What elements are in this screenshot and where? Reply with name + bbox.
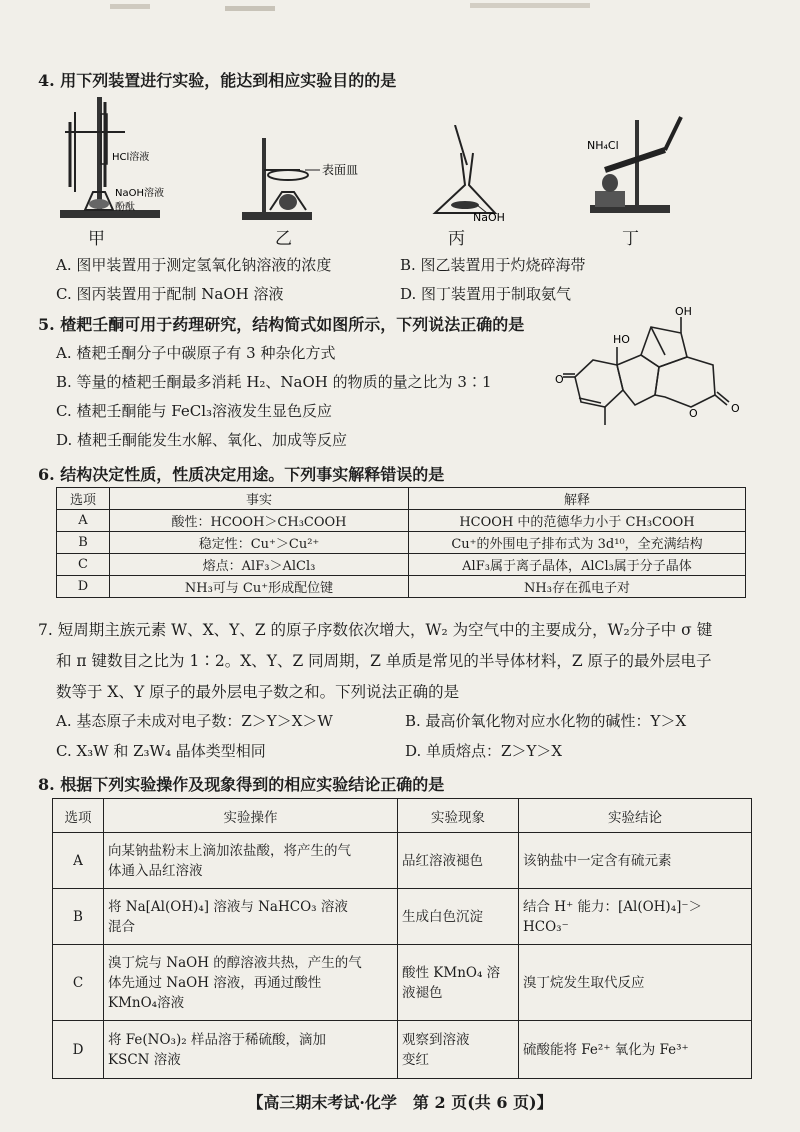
mol-label-o-1: O [555,373,564,386]
q4-option-a[interactable]: A. 图甲装置用于测定氢氧化钠溶液的浓度 [56,256,332,274]
q6-stem: 6. 结构决定性质，性质决定用途。下列事实解释错误的是 [38,465,445,484]
mol-label-oh-1: HO [613,333,630,346]
q6-cell-fact: NH₃可与 Cu⁺形成配位键 [110,576,409,598]
q6-cell-option: C [57,554,110,576]
apparatus-bing-image [425,125,535,225]
q8-row-c [53,945,752,1021]
q6-cell-explanation: NH₃存在孤电子对 [409,576,746,598]
q8-a-op-line1: 向某钠盐粉末上滴加浓盐酸，将产生的气 [108,842,351,859]
apparatus-jia-image [55,92,185,227]
fig-label-bing: 丙 [448,229,465,249]
q8-d-ph-line1: 观察到溶液 [402,1031,470,1048]
q6-cell-explanation: HCOOH 中的范德华力小于 CH₃COOH [409,510,746,532]
q6-row-c [57,554,746,576]
q8-header-phenomenon: 实验现象 [398,799,519,833]
q8-cell-option: A [53,833,104,889]
q5-option-c[interactable]: C. 楂耙壬酮能与 FeCl₃溶液发生显色反应 [56,402,333,420]
q8-header-conclusion: 实验结论 [519,799,752,833]
q4-stem: 4. 用下列装置进行实验，能达到相应实验目的的是 [38,71,397,90]
q6-row-b [57,532,746,554]
q8-cell-operation [104,833,398,889]
top-bleed-marks [0,0,800,14]
q6-cell-fact: 熔点：AlF₃＞AlCl₃ [110,554,409,576]
label-nh4cl: NH₄Cl [587,139,619,152]
label-naoh-solid: NaOH [473,211,505,224]
label-hcl: HCl溶液 [112,152,150,163]
q8-cell-phenomenon [398,889,519,945]
q8-table [52,798,752,1079]
q8-row-a [53,833,752,889]
q8-c-ph-line1: 酸性 KMnO₄ 溶 [402,964,501,981]
q6-cell-explanation: AlF₃属于离子晶体，AlCl₃属于分子晶体 [409,554,746,576]
q8-cell-phenomenon [398,1021,519,1079]
q7-stem-line2: 和 π 键数目之比为 1∶2。X、Y、Z 同周期，Z 单质是常见的半导体材料，Z 原子的最外层电子 [56,652,712,670]
q8-a-ph-line1: 品红溶液褪色 [402,852,483,869]
q6-cell-fact: 酸性：HCOOH＞CH₃COOH [110,510,409,532]
q8-cell-conclusion: 结合 H⁺ 能力：[Al(OH)₄]⁻＞HCO₃⁻ [519,889,752,945]
q6-header-option: 选项 [57,488,110,510]
q8-cell-operation [104,945,398,1021]
apparatus-yi-image [240,130,360,225]
fig-label-ding: 丁 [622,229,639,249]
q8-cell-conclusion: 硫酸能将 Fe²⁺ 氧化为 Fe³⁺ [519,1021,752,1079]
q6-cell-option: D [57,576,110,598]
q8-cell-operation [104,1021,398,1079]
q4-option-b[interactable]: B. 图乙装置用于灼烧碎海带 [400,256,586,274]
q7-stem-line1: 7. 短周期主族元素 W、X、Y、Z 的原子序数依次增大，W₂ 为空气中的主要成分，W₂分子中 σ 键 [38,621,713,639]
q8-d-ph-line2: 变红 [402,1051,429,1068]
q8-cell-option: D [53,1021,104,1079]
q8-row-d [53,1021,752,1079]
label-watch-glass: 表面皿 [322,163,359,177]
mol-label-o-2: O [731,402,740,415]
q7-option-a[interactable]: A. 基态原子未成对电子数：Z＞Y＞X＞W [56,712,333,730]
q8-d-op-line1: 将 Fe(NO₃)₂ 样品溶于稀硫酸，滴加 [108,1031,326,1048]
q8-cell-operation [104,889,398,945]
q6-cell-fact: 稳定性：Cu⁺＞Cu²⁺ [110,532,409,554]
apparatus-ding-image [585,115,695,225]
q7-option-b[interactable]: B. 最高价氧化物对应水化物的碱性：Y＞X [405,712,687,730]
q8-header-option: 选项 [53,799,104,833]
fig-label-jia: 甲 [88,229,105,249]
q7-stem-line3: 数等于 X、Y 原子的最外层电子数之和。下列说法正确的是 [56,683,460,701]
q8-cell-conclusion: 溴丁烷发生取代反应 [519,945,752,1021]
q8-header-operation: 实验操作 [104,799,398,833]
mol-label-o-3: O [689,407,698,420]
molecule-structure-image [555,305,755,445]
q6-cell-option: A [57,510,110,532]
q6-header-fact: 事实 [110,488,409,510]
q8-d-op-line2: KSCN 溶液 [108,1051,181,1068]
page-footer: 【高三期末考试·化学 第 2 页(共 6 页)】 [247,1093,553,1112]
q6-cell-option: B [57,532,110,554]
q8-row-b [53,889,752,945]
q5-stem: 5. 楂耙壬酮可用于药理研究，结构简式如图所示，下列说法正确的是 [38,315,525,334]
q5-option-a[interactable]: A. 楂耙壬酮分子中碳原子有 3 种杂化方式 [56,344,336,362]
q6-table [56,487,746,598]
q8-cell-phenomenon [398,945,519,1021]
q6-header-explanation: 解释 [409,488,746,510]
q5-option-d[interactable]: D. 楂耙壬酮能发生水解、氧化、加成等反应 [56,431,348,449]
q7-option-c[interactable]: C. X₃W 和 Z₃W₄ 晶体类型相同 [56,742,266,760]
q5-option-b[interactable]: B. 等量的楂耙壬酮最多消耗 H₂、NaOH 的物质的量之比为 3∶1 [56,373,492,391]
q8-stem: 8. 根据下列实验操作及现象得到的相应实验结论正确的是 [38,775,445,794]
q8-cell-option: B [53,889,104,945]
q8-cell-conclusion: 该钠盐中一定含有硫元素 [519,833,752,889]
q8-c-ph-line2: 液褪色 [402,984,443,1001]
q8-a-op-line2: 体通入品红溶液 [108,862,203,879]
fig-label-yi: 乙 [275,229,292,249]
mol-label-oh-2: OH [675,305,692,318]
q8-c-op-line1: 溴丁烷与 NaOH 的醇溶液共热，产生的气 [108,954,362,971]
q8-c-op-line3: KMnO₄溶液 [108,994,185,1011]
q7-option-d[interactable]: D. 单质熔点：Z＞Y＞X [405,742,563,760]
q8-b-op-line1: 将 Na[Al(OH)₄] 溶液与 NaHCO₃ 溶液 [108,898,348,915]
q6-row-d [57,576,746,598]
q8-cell-phenomenon [398,833,519,889]
q6-row-a [57,510,746,532]
label-phenolphthalein: 酚酞 [115,202,135,213]
label-naoh-solution: NaOH溶液 [115,188,164,199]
q8-b-op-line2: 混合 [108,918,135,935]
q6-cell-explanation: Cu⁺的外围电子排布式为 3d¹⁰，全充满结构 [409,532,746,554]
q8-cell-option: C [53,945,104,1021]
q8-b-ph-line1: 生成白色沉淀 [402,908,483,925]
q4-option-d[interactable]: D. 图丁装置用于制取氨气 [400,285,572,303]
q4-option-c[interactable]: C. 图丙装置用于配制 NaOH 溶液 [56,285,284,303]
q8-c-op-line2: 体先通过 NaOH 溶液，再通过酸性 [108,974,322,991]
